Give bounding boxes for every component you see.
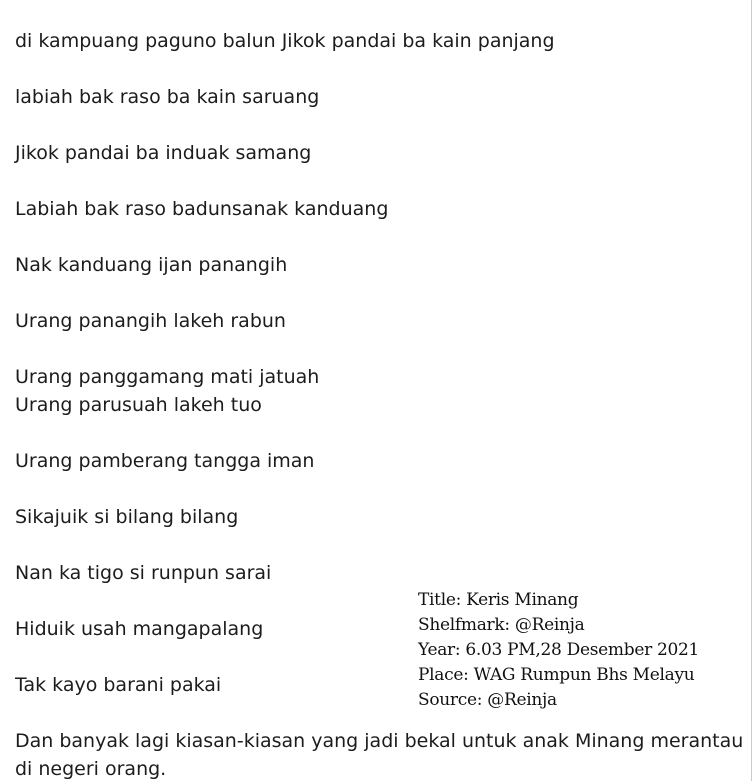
poem-paragraph: [15, 83, 319, 111]
caption-year: Year: 6.03 PM,28 Desember 2021: [418, 640, 700, 660]
poem-line: Urang pamberang tangga iman: [15, 450, 315, 472]
poem-paragraph: [15, 251, 287, 279]
poem-line: Labiah bak raso badunsanak kanduang: [15, 198, 389, 220]
poem-paragraph: [15, 559, 271, 587]
metadata-caption: [418, 588, 699, 713]
poem-paragraph: [15, 27, 555, 55]
poem-line: Tak kayo barani pakai: [15, 674, 222, 696]
poem-paragraph: [15, 503, 238, 531]
poem-line: Nak kanduang ijan panangih: [15, 254, 288, 276]
poem-paragraph: [15, 671, 221, 699]
closing-text: Dan banyak lagi kiasan-kiasan yang jadi bekal untuk anak Minang merantau di negeri orang.: [15, 730, 744, 780]
caption-shelfmark: Shelfmark: @Reinja: [418, 615, 585, 635]
caption-source: Source: @Reinja: [418, 690, 557, 710]
poem-line: Nan ka tigo si runpun sarai: [15, 562, 272, 584]
poem-paragraph: [15, 195, 388, 223]
poem-line: Jikok pandai ba induak samang: [15, 142, 312, 164]
poem-line: di kampuang paguno balun Jikok pandai ba kain panjang: [15, 30, 555, 52]
poem-line: Urang parusuah lakeh tuo: [15, 394, 262, 416]
poem-paragraph: [15, 447, 314, 475]
caption-title: Title: Keris Minang: [418, 590, 579, 610]
caption-place: Place: WAG Rumpun Bhs Melayu: [418, 665, 695, 685]
poem-paragraph: [15, 363, 319, 419]
poem-line: Sikajuik si bilang bilang: [15, 506, 239, 528]
poem-line: Urang panggamang mati jatuah: [15, 366, 320, 388]
poem-paragraph: [15, 615, 263, 643]
poem-paragraph: [15, 307, 286, 335]
poem-line: labiah bak raso ba kain saruang: [15, 86, 320, 108]
poem-paragraph: [15, 139, 311, 167]
poem-line: Urang panangih lakeh rabun: [15, 310, 286, 332]
poem-line: Hiduik usah mangapalang: [15, 618, 264, 640]
closing-paragraph: [15, 727, 745, 783]
